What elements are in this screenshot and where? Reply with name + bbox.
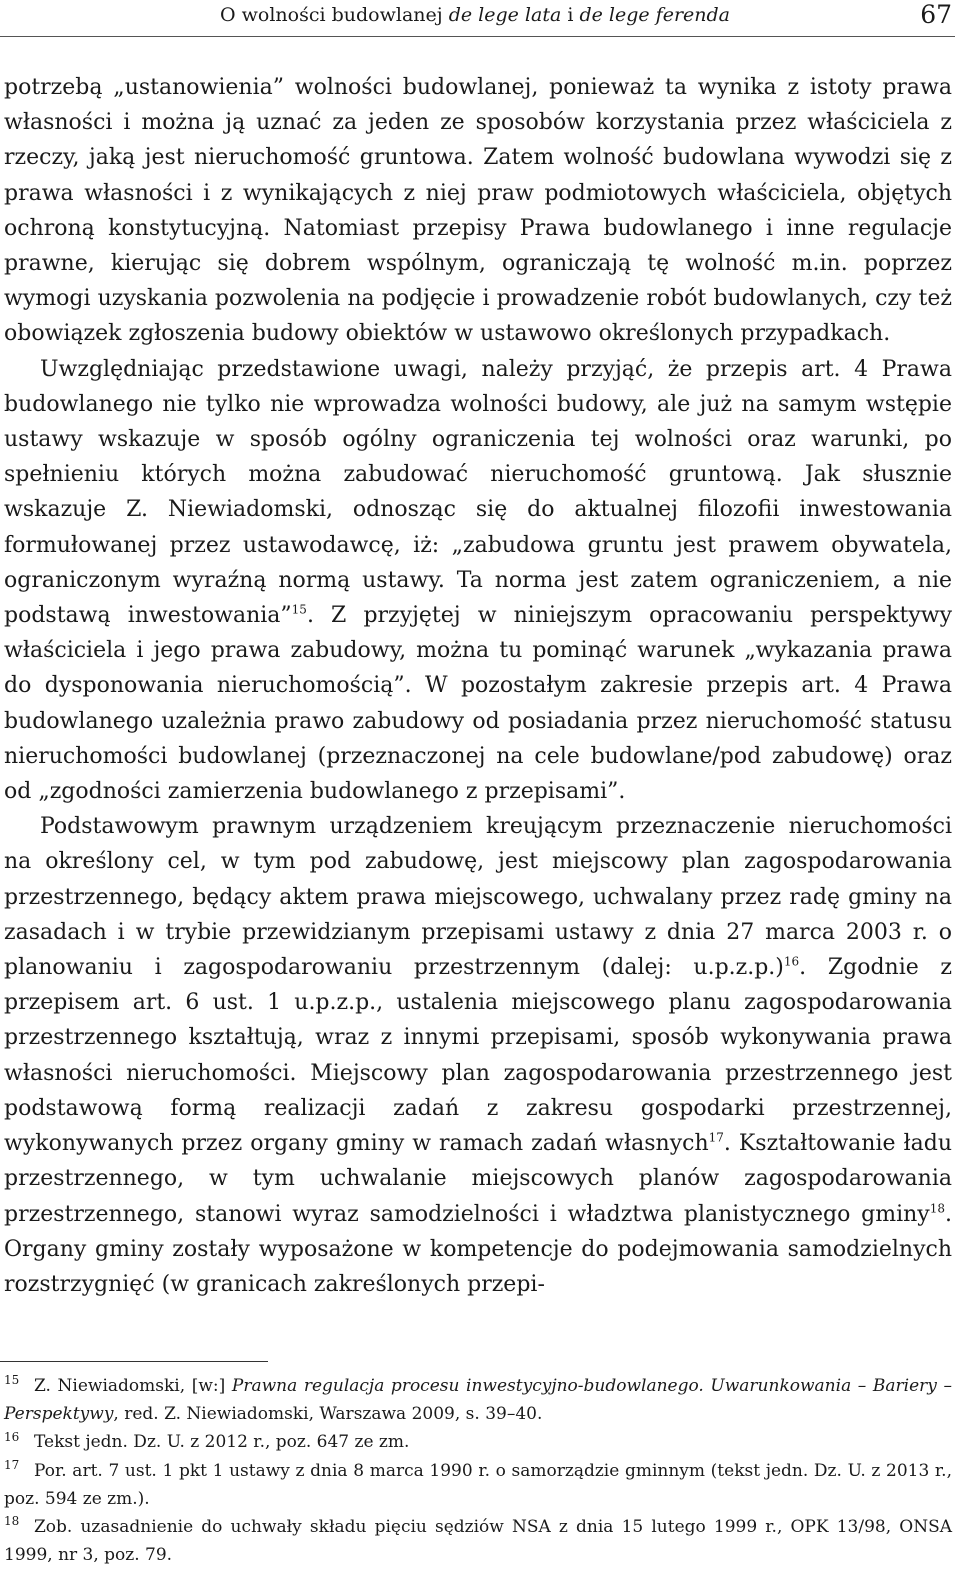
footnote-ref-18: 18	[929, 1201, 945, 1216]
body-text	[4, 70, 952, 1302]
footnote: 17 Por. art. 7 ust. 1 pkt 1 ustawy z dnia 8 marca 1990 r. o samorządzie gminnym (tekst jedn. Dz. U. z 2013 r., poz. 594 ze zm.).	[4, 1457, 952, 1509]
footnote: 16 Tekst jedn. Dz. U. z 2012 r., poz. 647 ze zm.	[4, 1429, 410, 1453]
paragraph-3: Podstawowym prawnym urządzeniem kreującym przeznaczenie nieruchomości na określony cel, w tym pod zabudowę, jest miejscowy plan zagospodarowania przestrzennego, będący aktem prawa miejscowego, uchwalany przez radę gminy na zasadach i w trybie przewidzianym przepisami ustawy z dnia 27 marca 2003 r. o planowaniu i zagospodarowaniu przestrzennym (dalej: u.p.z.p.)$^{16}$. Zgodnie z przepisem art. 6 ust. 1 u.p.z.p., ustalenia miejscowego planu zagospodarowania przestrzennego kształtują, wraz z innymi przepisami, sposób wykonywania prawa własności nieruchomości. Miejscowy plan zagospodarowania przestrzennego jest podstawową formą realizacji zadań z zakresu gospodarki przestrzennej, wykonywanych przez organy gminy w ramach zadań własnych$^{17}$. Kształtowanie ładu przestrzennego, w tym uchwalanie miejscowych planów zagospodarowania przestrzennego, stanowi wyraz samodzielności i władztwa planistycznego gminy$^{18}$. Organy gminy zostały wyposażone w kompetencje do podejmowania samodzielnych rozstrzygnięć (w granicach zakreślonych przepi-	[4, 814, 952, 1297]
footnotes	[4, 1372, 952, 1569]
header-rule	[0, 36, 955, 37]
running-title-italic-1: de lege lata	[448, 4, 562, 26]
footnote-ref-16: 16	[783, 954, 800, 969]
footnote-ref-15: 15	[291, 602, 307, 617]
footnote: 15 Z. Niewiadomski, [w:] Prawna regulacja procesu inwestycyjno-budowlanego. Uwarunkowania – Bariery – Perspektywy, red. Z. Niewiadomski, Warszawa 2009, s. 39–40.	[4, 1373, 952, 1425]
footnote: 18 Zob. uzasadnienie do uchwały składu pięciu sędziów NSA z dnia 15 lutego 1999 r., OPK 13/98, ONSA 1999, nr 3, poz. 79.	[4, 1514, 952, 1566]
paragraph-2: Uwzględniając przedstawione uwagi, należy przyjąć, że przepis art. 4 Prawa budowlanego nie tylko nie wprowadza wolności budowy, ale już na samym wstępie ustawy wskazuje w sposób ogólny ograniczenia tej wolności oraz warunki, po spełnieniu których można zabudować nieruchomość gruntową. Jak słusznie wskazuje Z. Niewiadomski, odnosząc się do aktualnej filozofii inwestowania formułowanej przez ustawodawcę, iż: „zabudowa gruntu jest prawem obywatela, ograniczonym wyraźną normą ustawy. Ta norma jest zatem ograniczeniem, a nie podstawą inwestowania”$^{15}$. Z przyjętej w niniejszym opracowaniu perspektywy właściciela i jego prawa zabudowy, można tu pominąć warunek „wykazania prawa do dysponowania nieruchomością”. W pozostałym zakresie przepis art. 4 Prawa budowlanego uzależnia prawo zabudowy od posiadania przez nieruchomość statusu nieruchomości budowlanej (przeznaczonej na cele budowlane/pod zabudowę) oraz od „zgodności zamierzenia budowlanego z przepisami”.	[4, 356, 953, 805]
footnote-ref-17: 17	[708, 1130, 724, 1145]
page-number: 67	[920, 0, 952, 29]
paragraph-1: potrzebą „ustanowienia” wolności budowlanej, ponieważ ta wynika z istoty prawa własności i można ją uznać za jeden ze sposobów korzystania przez właściciela z rzeczy, jaką jest nieruchomość gruntowa. Zatem wolność budowlana wywodzi się z prawa własności i z wynikających z niej praw podmiotowych właściciela, objętych ochroną konstytucyjną. Natomiast przepisy Prawa budowlanego i inne regulacje prawne, kierując się dobrem wspólnym, ograniczają tę wolność m.in. poprzez wymogi uzyskania pozwolenia na podjęcie i prowadzenie robót budowlanych, czy też obowiązek zgłoszenia budowy obiektów w ustawowo określonych przypadkach.	[4, 75, 952, 347]
footnote-rule	[0, 1361, 268, 1362]
page-header	[0, 0, 960, 38]
running-title-italic-2: de lege ferenda	[579, 4, 730, 26]
running-title: O wolności budowlanej de lege lata i de lege ferenda	[220, 4, 730, 26]
